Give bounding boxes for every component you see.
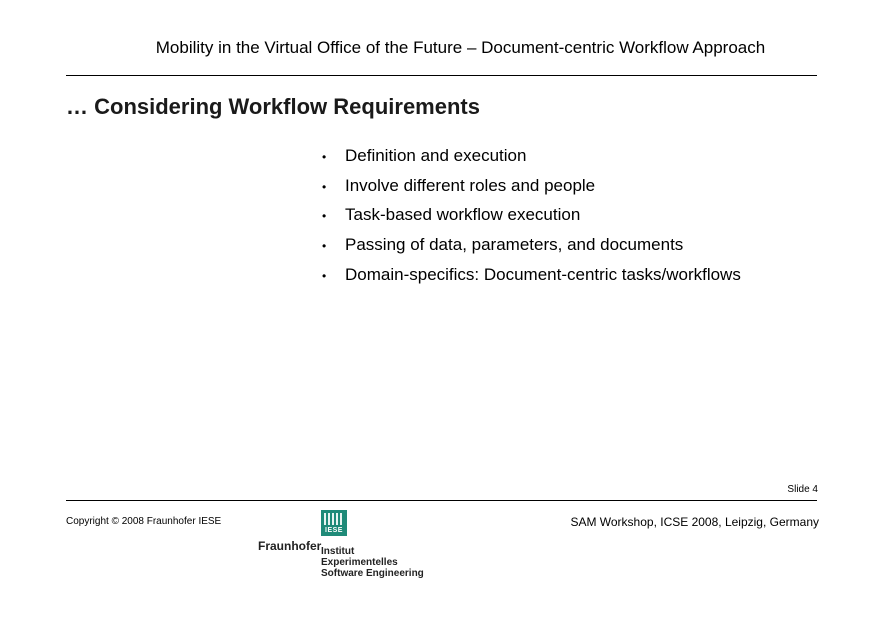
bullet-icon: •	[322, 179, 327, 194]
bullet-text: Domain-specifics: Document-centric tasks/workflows	[345, 264, 741, 284]
slide-title: … Considering Workflow Requirements	[66, 94, 480, 119]
bullet-text: Passing of data, parameters, and documents	[345, 235, 684, 255]
bullet-icon: •	[322, 150, 327, 164]
logo-institute-line: Software Engineering	[321, 568, 424, 579]
slide-number: Slide 4	[787, 484, 818, 495]
bullet-icon: •	[322, 239, 327, 254]
bullet-text: Task-based workflow execution	[345, 205, 581, 225]
header-divider	[66, 75, 817, 76]
copyright-notice: Copyright © 2008 Fraunhofer IESE	[66, 516, 222, 527]
conference-label: SAM Workshop, ICSE 2008, Leipzig, Germany	[570, 515, 819, 529]
bullet-icon: •	[322, 209, 327, 224]
logo-institute	[321, 546, 424, 579]
logo-bars	[324, 513, 344, 525]
footer-divider	[66, 500, 817, 501]
list-item	[322, 176, 741, 206]
fraunhofer-iese-logo	[258, 510, 428, 586]
list-item	[322, 146, 741, 176]
logo-institute-line: Institut	[321, 546, 355, 557]
logo-institute-line: Experimentelles	[321, 557, 398, 568]
header-title: Mobility in the Virtual Office of the Future – Document-centric Workflow Approach	[155, 38, 766, 57]
bullet-text: Involve different roles and people	[345, 175, 596, 195]
list-item	[322, 235, 741, 265]
bullet-icon: •	[322, 268, 327, 283]
bullet-list	[322, 146, 741, 294]
list-item	[322, 265, 741, 295]
logo-mark-text: IESE	[325, 527, 343, 534]
logo-brand: Fraunhofer	[258, 539, 322, 553]
bullet-text: Definition and execution	[345, 146, 527, 165]
list-item	[322, 205, 741, 235]
iese-logo-icon	[321, 510, 347, 536]
